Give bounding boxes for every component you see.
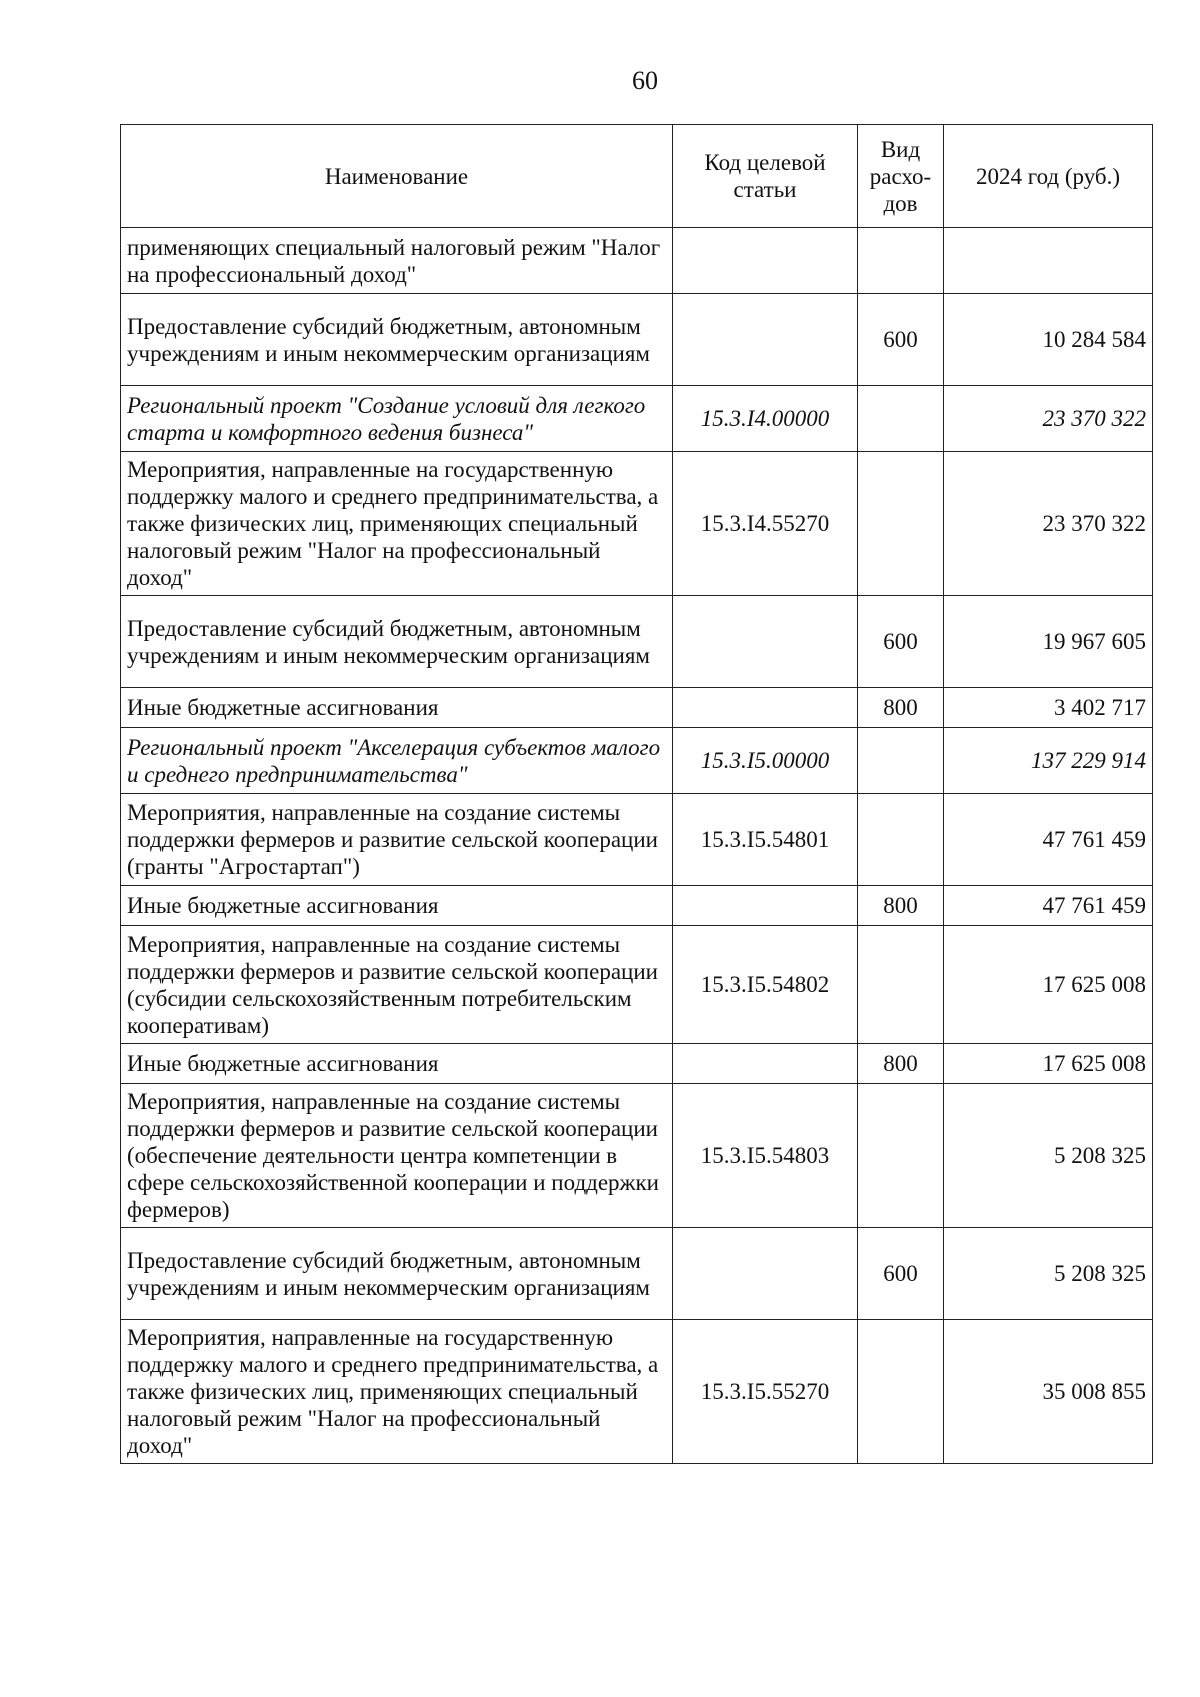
row-name-cell: Региональный проект "Создание условий для легкого старта и комфортного ведения бизнеса"	[121, 386, 673, 452]
row-code-cell	[673, 886, 858, 926]
row-amount-cell: 3 402 717	[944, 688, 1153, 728]
row-name-cell: применяющих специальный налоговый режим "Налог на профессиональный доход"	[121, 228, 673, 294]
row-code-cell: 15.3.I4.55270	[673, 452, 858, 596]
row-type-cell	[858, 728, 944, 794]
table-body	[121, 228, 1153, 1464]
row-amount-cell: 47 761 459	[944, 794, 1153, 886]
row-type-cell	[858, 926, 944, 1044]
table-row	[121, 452, 1153, 596]
row-name-cell: Мероприятия, направленные на создание системы поддержки фермеров и развитие сельской кооперации (субсидии сельскохозяйственным потребительским кооперативам)	[121, 926, 673, 1044]
row-type-cell: 800	[858, 688, 944, 728]
row-name-cell: Иные бюджетные ассигнования	[121, 886, 673, 926]
row-amount-cell: 17 625 008	[944, 1044, 1153, 1084]
row-code-cell: 15.3.I4.00000	[673, 386, 858, 452]
row-code-cell: 15.3.I5.54801	[673, 794, 858, 886]
table-row	[121, 294, 1153, 386]
row-code-cell: 15.3.I5.54802	[673, 926, 858, 1044]
table-row	[121, 1320, 1153, 1464]
table-row	[121, 1084, 1153, 1228]
row-code-cell	[673, 596, 858, 688]
row-code-cell	[673, 1044, 858, 1084]
row-amount-cell: 23 370 322	[944, 386, 1153, 452]
row-name-cell: Иные бюджетные ассигнования	[121, 1044, 673, 1084]
row-name-cell: Региональный проект "Акселерация субъектов малого и среднего предпринимательства"	[121, 728, 673, 794]
row-code-cell: 15.3.I5.55270	[673, 1320, 858, 1464]
row-amount-cell: 35 008 855	[944, 1320, 1153, 1464]
row-name-cell: Иные бюджетные ассигнования	[121, 688, 673, 728]
table-row	[121, 794, 1153, 886]
row-type-cell	[858, 1320, 944, 1464]
table-row	[121, 228, 1153, 294]
row-type-cell: 800	[858, 1044, 944, 1084]
table-header-row	[121, 125, 1153, 228]
table-row	[121, 728, 1153, 794]
header-type: Вид расхо-дов	[858, 125, 944, 228]
row-amount-cell: 137 229 914	[944, 728, 1153, 794]
row-name-cell: Мероприятия, направленные на создание системы поддержки фермеров и развитие сельской кооперации (гранты "Агростартап")	[121, 794, 673, 886]
row-name-cell: Предоставление субсидий бюджетным, автономным учреждениям и иным некоммерческим организациям	[121, 596, 673, 688]
row-amount-cell: 5 208 325	[944, 1084, 1153, 1228]
row-code-cell	[673, 228, 858, 294]
row-code-cell	[673, 688, 858, 728]
row-amount-cell: 5 208 325	[944, 1228, 1153, 1320]
row-amount-cell: 19 967 605	[944, 596, 1153, 688]
table-row	[121, 596, 1153, 688]
row-name-cell: Мероприятия, направленные на государственную поддержку малого и среднего предпринимательства, а также физических лиц, применяющих специальный налоговый режим "Налог на профессиональный доход"	[121, 1320, 673, 1464]
row-code-cell: 15.3.I5.00000	[673, 728, 858, 794]
row-type-cell	[858, 794, 944, 886]
budget-table	[120, 124, 1153, 1464]
row-name-cell: Предоставление субсидий бюджетным, автономным учреждениям и иным некоммерческим организациям	[121, 294, 673, 386]
page-number: 60	[632, 66, 658, 95]
row-amount-cell: 47 761 459	[944, 886, 1153, 926]
header-amount: 2024 год (руб.)	[944, 125, 1153, 228]
row-amount-cell: 23 370 322	[944, 452, 1153, 596]
row-type-cell: 600	[858, 1228, 944, 1320]
row-name-cell: Предоставление субсидий бюджетным, автономным учреждениям и иным некоммерческим организациям	[121, 1228, 673, 1320]
table-row	[121, 926, 1153, 1044]
table-row	[121, 1044, 1153, 1084]
table-row	[121, 1228, 1153, 1320]
header-code: Код целевой статьи	[673, 125, 858, 228]
row-amount-cell	[944, 228, 1153, 294]
row-name-cell: Мероприятия, направленные на создание системы поддержки фермеров и развитие сельской кооперации (обеспечение деятельности центра компетенции в сфере сельскохозяйственной кооперации и поддержки фермеров)	[121, 1084, 673, 1228]
row-code-cell	[673, 294, 858, 386]
row-type-cell: 800	[858, 886, 944, 926]
table-row	[121, 688, 1153, 728]
row-type-cell: 600	[858, 596, 944, 688]
row-name-cell: Мероприятия, направленные на государственную поддержку малого и среднего предпринимательства, а также физических лиц, применяющих специальный налоговый режим "Налог на профессиональный доход"	[121, 452, 673, 596]
row-amount-cell: 10 284 584	[944, 294, 1153, 386]
row-type-cell: 600	[858, 294, 944, 386]
table-row	[121, 886, 1153, 926]
header-name: Наименование	[121, 125, 673, 228]
row-type-cell	[858, 228, 944, 294]
row-amount-cell: 17 625 008	[944, 926, 1153, 1044]
row-type-cell	[858, 1084, 944, 1228]
row-type-cell	[858, 386, 944, 452]
row-code-cell: 15.3.I5.54803	[673, 1084, 858, 1228]
row-code-cell	[673, 1228, 858, 1320]
table-row	[121, 386, 1153, 452]
row-type-cell	[858, 452, 944, 596]
